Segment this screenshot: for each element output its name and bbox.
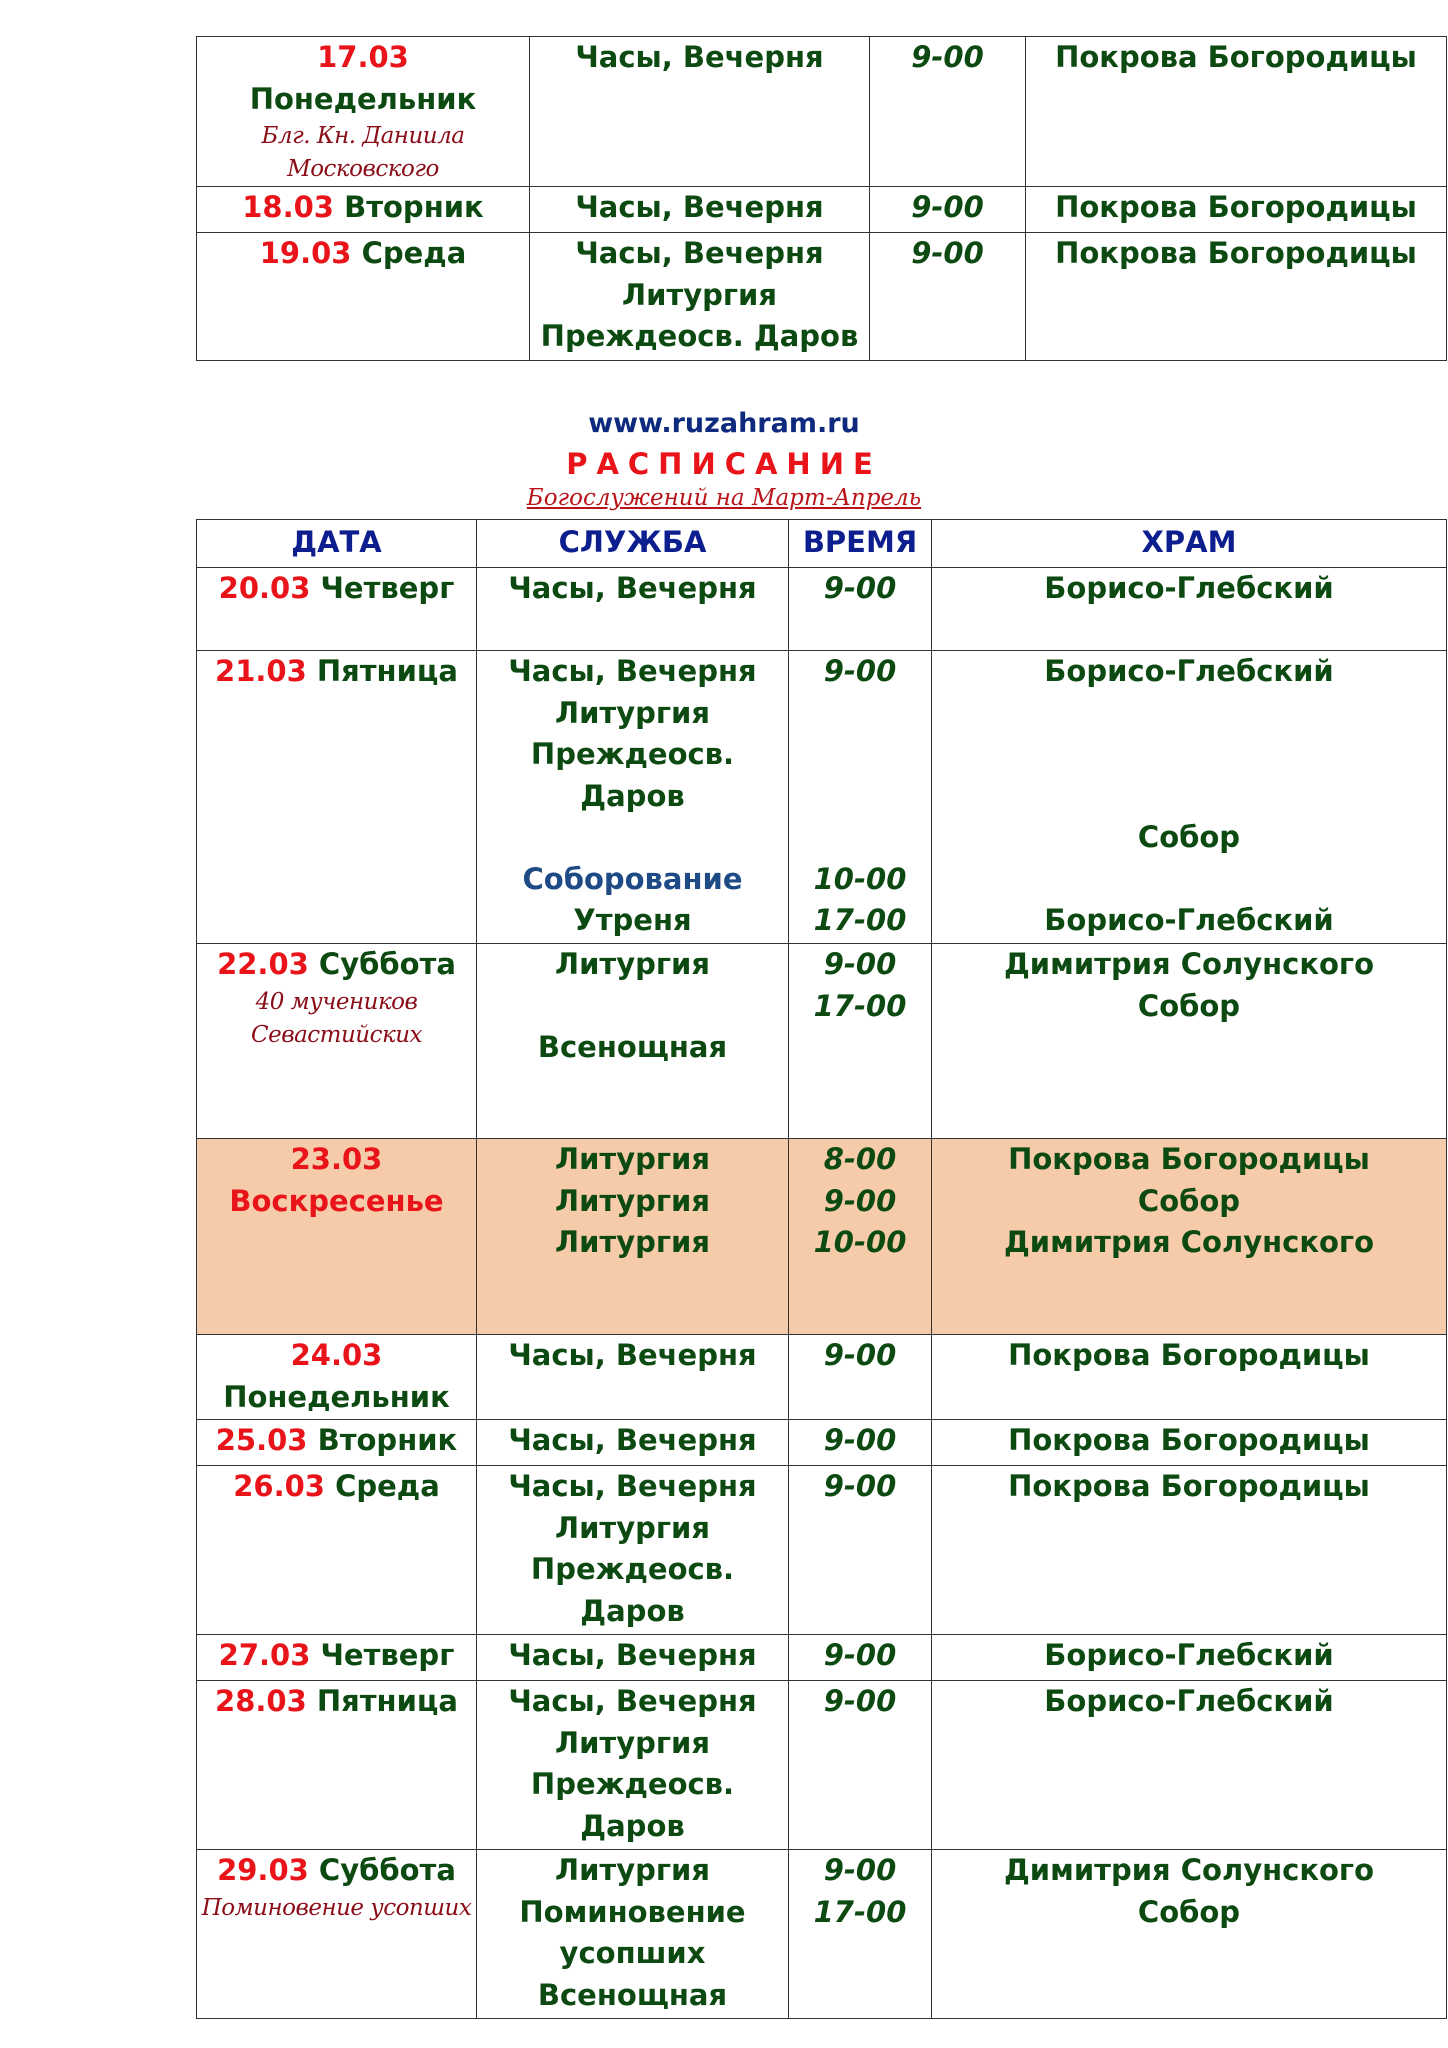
service: Часы, Вечерня: [575, 40, 824, 74]
spacer: [789, 817, 931, 859]
time: 9-00: [823, 1684, 897, 1718]
weekday: Понедельник: [223, 1379, 450, 1414]
weekday: Четверг: [320, 571, 455, 605]
schedule-table: [196, 519, 1447, 2019]
date-cell: [197, 1420, 477, 1466]
temple: Собор: [1137, 1183, 1241, 1218]
time: 9-00: [911, 40, 984, 74]
service: Литургия: [555, 1183, 710, 1218]
service: Преждеосв. Даров: [540, 319, 859, 353]
date-cell: [197, 1335, 477, 1420]
service-cell: [477, 651, 789, 944]
service: Преждеосв.: [530, 737, 735, 771]
spacer: [932, 859, 1446, 901]
service-cell: [530, 187, 870, 233]
temple: Собор: [1137, 820, 1241, 854]
service: Литургия: [555, 1510, 710, 1545]
temple-cell: [932, 1850, 1447, 2019]
weekday: Среда: [335, 1469, 440, 1503]
table-row: [197, 1420, 1447, 1466]
weekday: Вторник: [317, 1423, 458, 1457]
date: 26.03: [233, 1469, 325, 1503]
spacer: [477, 817, 788, 859]
service: Литургия: [622, 277, 777, 312]
service-cell: [477, 1420, 789, 1466]
table-header-row: [197, 520, 1447, 568]
time-cell: [789, 944, 932, 1139]
service: Преждеосв.: [530, 1552, 735, 1586]
temple: Покрова Богородицы: [1008, 1469, 1370, 1503]
header-temple: ХРАМ: [932, 520, 1447, 568]
spacer: [477, 986, 788, 1028]
temple: Покрова Богородицы: [1008, 1423, 1370, 1457]
service: Даров: [580, 1593, 685, 1628]
time-cell: [870, 37, 1026, 187]
date-cell: [197, 1635, 477, 1681]
time-cell: [789, 1850, 932, 2019]
temple: Покрова Богородицы: [1055, 190, 1417, 224]
temple: Димитрия Солунского: [1003, 1853, 1375, 1887]
weekday: Среда: [361, 236, 467, 270]
temple: Покрова Богородицы: [1055, 236, 1417, 270]
temple-cell: [932, 568, 1447, 651]
temple: Борисо-Глебский: [1044, 903, 1334, 937]
service-cell: [530, 37, 870, 187]
date-cell: [197, 1850, 477, 2019]
service-cell: [477, 568, 789, 651]
service-cell: [530, 233, 870, 361]
temple: Борисо-Глебский: [1044, 1638, 1334, 1672]
date-cell: [197, 1681, 477, 1850]
weekday: Понедельник: [249, 81, 477, 116]
date-cell: [197, 37, 530, 187]
weekday: Воскресенье: [229, 1183, 444, 1218]
header-time: ВРЕМЯ: [789, 520, 932, 568]
spacer: [932, 693, 1446, 735]
weekday: Суббота: [318, 1853, 456, 1887]
weekday: Четверг: [320, 1638, 455, 1672]
time: 9-00: [911, 236, 984, 270]
page-title: РАСПИСАНИЕ: [566, 447, 882, 481]
temple: Борисо-Глебский: [1044, 654, 1334, 688]
temple-cell: [932, 1681, 1447, 1850]
continued-schedule-table: [196, 36, 1447, 361]
header-date: ДАТА: [197, 520, 477, 568]
time-cell: [870, 233, 1026, 361]
time-cell: [789, 651, 932, 944]
time-cell: [789, 1466, 932, 1635]
temple: Димитрия Солунского: [1003, 1225, 1375, 1259]
service: Часы, Вечерня: [508, 1638, 757, 1672]
time: 9-00: [823, 1183, 897, 1218]
table-row: [197, 651, 1447, 944]
temple-cell: [932, 944, 1447, 1139]
time-cell: [789, 1681, 932, 1850]
date-cell: [197, 1139, 477, 1335]
service: Часы, Вечерня: [508, 1684, 757, 1718]
time: 9-00: [823, 947, 897, 981]
table-row: [197, 568, 1447, 651]
service: Часы, Вечерня: [508, 1469, 757, 1503]
service: Даров: [580, 778, 685, 813]
date-cell: [197, 944, 477, 1139]
time-cell: [789, 1139, 932, 1335]
temple: Борисо-Глебский: [1044, 1684, 1334, 1718]
date: 27.03: [218, 1638, 311, 1672]
time: 9-00: [823, 1469, 897, 1503]
temple-cell: [1026, 233, 1447, 361]
table-row-highlighted: [197, 1139, 1447, 1335]
temple: Покрова Богородицы: [1008, 1338, 1370, 1372]
time: 8-00: [823, 1142, 897, 1176]
service-cell: [477, 1139, 789, 1335]
date: 18.03: [242, 190, 334, 224]
date: 23.03: [290, 1142, 383, 1176]
website-link[interactable]: www.ruzahram.ru: [588, 408, 860, 439]
weekday: Пятница: [316, 1684, 458, 1718]
temple: Борисо-Глебский: [1044, 571, 1334, 605]
time: 9-00: [823, 1423, 897, 1457]
weekday: Вторник: [344, 190, 484, 224]
temple-cell: [932, 1420, 1447, 1466]
time: 9-00: [823, 1853, 897, 1887]
service-cell: [477, 1335, 789, 1420]
service: Часы, Вечерня: [508, 571, 757, 605]
date: 25.03: [215, 1423, 308, 1457]
temple: Покрова Богородицы: [1008, 1142, 1370, 1176]
temple-cell: [932, 1635, 1447, 1681]
date: 29.03: [217, 1853, 309, 1887]
time: 9-00: [823, 1638, 897, 1672]
time-cell: [789, 568, 932, 651]
service: Соборование: [522, 861, 743, 896]
time: 9-00: [823, 571, 897, 605]
header-service: СЛУЖБА: [477, 520, 789, 568]
time: 10-00: [813, 1225, 907, 1259]
time: 9-00: [911, 190, 984, 224]
date-cell: [197, 1466, 477, 1635]
feast-note: Московского: [287, 156, 439, 182]
service: Всенощная: [537, 1977, 728, 2012]
service: Всенощная: [537, 1030, 728, 1064]
table-row: [197, 1850, 1447, 2019]
date: 19.03: [259, 236, 352, 270]
weekday: Пятница: [316, 654, 458, 688]
table-row: [197, 187, 1447, 233]
time: 10-00: [813, 861, 907, 896]
table-row: [197, 233, 1447, 361]
temple: Покрова Богородицы: [1055, 40, 1417, 74]
temple-cell: [1026, 37, 1447, 187]
time: 9-00: [823, 654, 897, 688]
service: Литургия: [555, 1853, 710, 1887]
service-cell: [477, 944, 789, 1139]
date-cell: [197, 568, 477, 651]
temple-cell: [932, 651, 1447, 944]
time: 9-00: [823, 1338, 897, 1372]
temple: Димитрия Солунского: [1003, 947, 1375, 981]
service: Поминовение: [519, 1894, 746, 1929]
service: Даров: [580, 1808, 685, 1843]
temple-cell: [932, 1139, 1447, 1335]
spacer: [789, 776, 931, 818]
time-cell: [870, 187, 1026, 233]
table-row: [197, 1466, 1447, 1635]
spacer: [789, 693, 931, 735]
service: Часы, Вечерня: [508, 654, 757, 688]
service: Часы, Вечерня: [508, 1338, 757, 1372]
feast-note: Поминовение усопших: [201, 1894, 472, 1921]
service: Литургия: [555, 947, 710, 981]
service: усопших: [559, 1936, 706, 1970]
date-cell: [197, 233, 530, 361]
date: 21.03: [215, 654, 307, 688]
date: 24.03: [290, 1338, 383, 1372]
time-cell: [789, 1420, 932, 1466]
temple: Собор: [1137, 1894, 1241, 1929]
spacer: [932, 776, 1446, 818]
service: Часы, Вечерня: [575, 236, 824, 270]
table-row: [197, 1635, 1447, 1681]
page-subtitle: Богослужений на Март-Апрель: [526, 485, 922, 511]
date: 20.03: [218, 571, 311, 605]
service: Утреня: [573, 903, 692, 937]
time-cell: [789, 1335, 932, 1420]
table-row: [197, 37, 1447, 187]
service: Литургия: [555, 695, 710, 730]
time-cell: [789, 1635, 932, 1681]
service-cell: [477, 1681, 789, 1850]
weekday: Суббота: [318, 947, 456, 981]
service: Часы, Вечерня: [575, 190, 824, 224]
date: 28.03: [215, 1684, 307, 1718]
service-cell: [477, 1850, 789, 2019]
service: Преждеосв.: [530, 1767, 735, 1801]
spacer: [789, 734, 931, 776]
service: Литургия: [555, 1725, 710, 1760]
date-cell: [197, 187, 530, 233]
feast-note: Блг. Кн. Даниила: [261, 123, 465, 149]
table-row: [197, 1335, 1447, 1420]
temple: Собор: [1137, 988, 1241, 1023]
feast-note: 40 мучеников: [255, 988, 418, 1015]
temple-cell: [1026, 187, 1447, 233]
date: 22.03: [217, 947, 309, 981]
table-row: [197, 944, 1447, 1139]
date: 17.03: [317, 40, 409, 74]
feast-note: Севастийских: [250, 1021, 423, 1048]
temple-cell: [932, 1335, 1447, 1420]
service: Литургия: [555, 1142, 710, 1176]
date-cell: [197, 651, 477, 944]
time: 17-00: [813, 1894, 907, 1929]
service-cell: [477, 1466, 789, 1635]
temple-cell: [932, 1466, 1447, 1635]
service: Литургия: [555, 1225, 710, 1259]
service-cell: [477, 1635, 789, 1681]
service: Часы, Вечерня: [508, 1423, 757, 1457]
time: 17-00: [813, 988, 907, 1023]
table-row: [197, 1681, 1447, 1850]
spacer: [932, 734, 1446, 776]
time: 17-00: [813, 903, 907, 937]
